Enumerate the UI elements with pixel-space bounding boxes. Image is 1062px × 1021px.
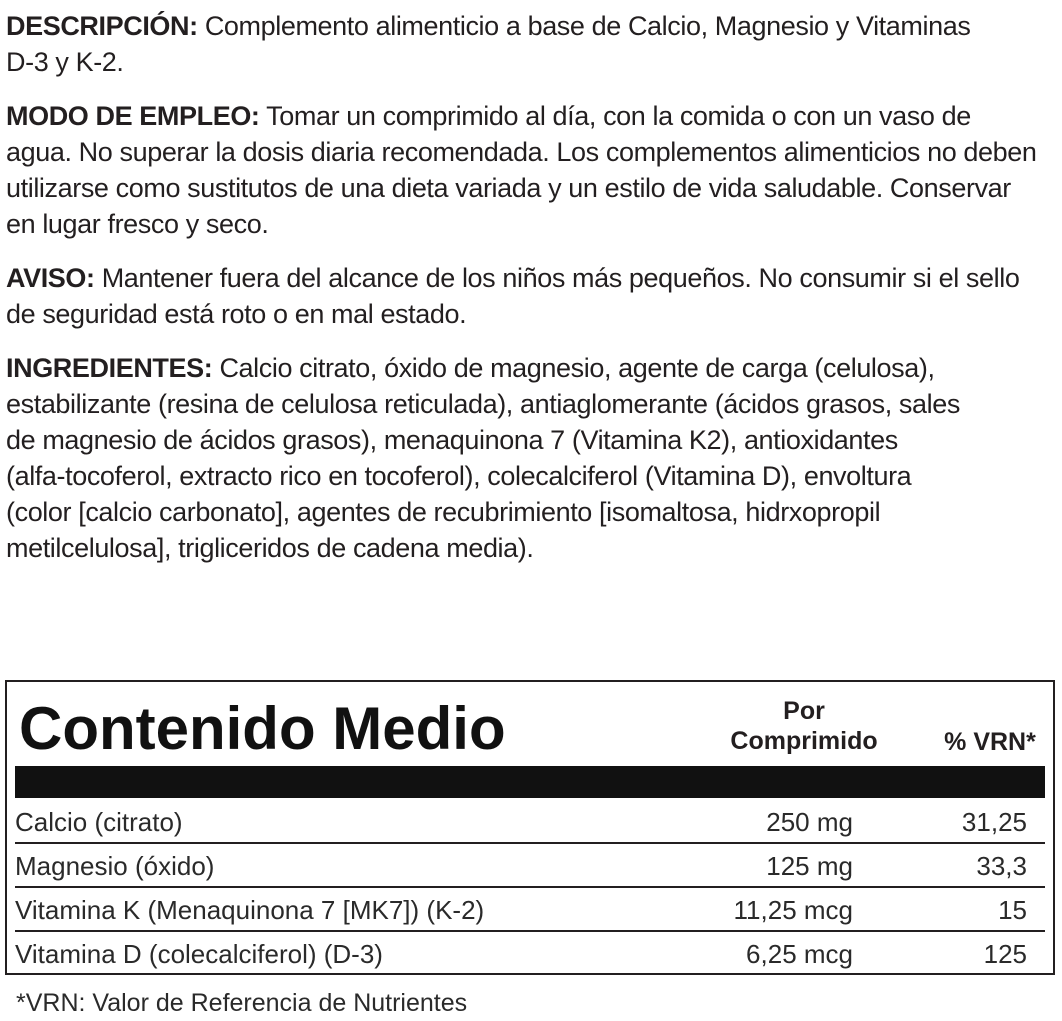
nutrient-vrn: 33,3 <box>976 851 1027 881</box>
nutrient-name: Calcio (citrato) <box>15 807 183 837</box>
table-row <box>15 800 1045 844</box>
nutrition-table <box>5 680 1055 975</box>
ingredientes-line-1 <box>6 350 1056 386</box>
ingredientes-line-4: (alfa-tocoferol, extracto rico en tocoferol), colecalciferol (Vitamina D), envoltura <box>6 461 912 491</box>
header-divider-bar <box>15 766 1045 798</box>
column-header-per-line-1: Por <box>783 697 825 725</box>
modo-empleo-heading: MODO DE EMPLEO: <box>6 101 260 131</box>
descripcion-line-2: D-3 y K-2. <box>6 47 124 77</box>
nutrient-vrn: 31,25 <box>961 807 1027 837</box>
ingredientes-line-6: metilcelulosa], trigliceridos de cadena media). <box>6 533 534 563</box>
aviso-line-1 <box>6 260 1056 296</box>
modo-empleo-section <box>6 98 1056 242</box>
nutrient-amount: 125 mg <box>766 851 853 881</box>
label-text <box>6 8 1056 584</box>
nutrient-vrn: 15 <box>998 895 1027 925</box>
table-row <box>15 844 1045 888</box>
nutrient-amount: 250 mg <box>766 807 853 837</box>
nutrient-name: Vitamina K (Menaquinona 7 [MK7]) (K-2) <box>15 895 485 925</box>
aviso-heading: AVISO: <box>6 263 95 293</box>
ingredientes-section <box>6 350 1056 566</box>
descripcion-line-1 <box>6 8 1056 44</box>
footnote-vrn: *VRN: Valor de Referencia de Nutrientes <box>16 989 468 1017</box>
nutrient-amount: 11,25 mcg <box>733 895 853 925</box>
ingredientes-line-2: estabilizante (resina de celulosa reticulada), antiaglomerante (ácidos grasos, sales <box>6 389 960 419</box>
column-header-per-comprimido <box>719 696 889 756</box>
nutrient-amount: 6,25 mcg <box>746 939 853 969</box>
ingredientes-heading: INGREDIENTES: <box>6 353 213 383</box>
table-row <box>15 932 1045 976</box>
modo-empleo-line-2: agua. No superar la dosis diaria recomendada. Los complementos alimenticios no deben <box>6 137 1037 167</box>
table-row <box>15 888 1045 932</box>
nutrient-name: Vitamina D (colecalciferol) (D-3) <box>15 939 383 969</box>
descripcion-text: Complemento alimenticio a base de Calcio, Magnesio y Vitaminas <box>204 11 971 41</box>
modo-empleo-line-1 <box>6 98 1056 134</box>
modo-empleo-text: Tomar un comprimido al día, con la comida o con un vaso de <box>266 101 971 131</box>
aviso-text: Mantener fuera del alcance de los niños más pequeños. No consumir si el sello <box>101 263 1020 293</box>
nutrient-vrn: 125 <box>983 939 1027 969</box>
modo-empleo-line-3: utilizarse como sustitutos de una dieta variada y un estilo de vida saludable. Conservar <box>6 173 1011 203</box>
aviso-line-2: de seguridad está roto o en mal estado. <box>6 299 467 329</box>
aviso-section <box>6 260 1056 332</box>
nutrition-table-title: Contenido Medio <box>19 695 506 762</box>
ingredientes-line-5: (color [calcio carbonato], agentes de recubrimiento [isomaltosa, hidrxopropil <box>6 497 881 527</box>
descripcion-heading: DESCRIPCIÓN: <box>6 11 198 41</box>
column-header-per-line-2: Comprimido <box>730 727 878 755</box>
nutrition-rows <box>15 800 1045 976</box>
column-header-vrn: % VRN* <box>944 728 1036 756</box>
ingredientes-line-3: de magnesio de ácidos grasos), menaquinona 7 (Vitamina K2), antioxidantes <box>6 425 898 455</box>
nutrient-name: Magnesio (óxido) <box>15 851 215 881</box>
ingredientes-text: Calcio citrato, óxido de magnesio, agente de carga (celulosa), <box>219 353 935 383</box>
descripcion-section <box>6 8 1056 80</box>
modo-empleo-line-4: en lugar fresco y seco. <box>6 209 269 239</box>
